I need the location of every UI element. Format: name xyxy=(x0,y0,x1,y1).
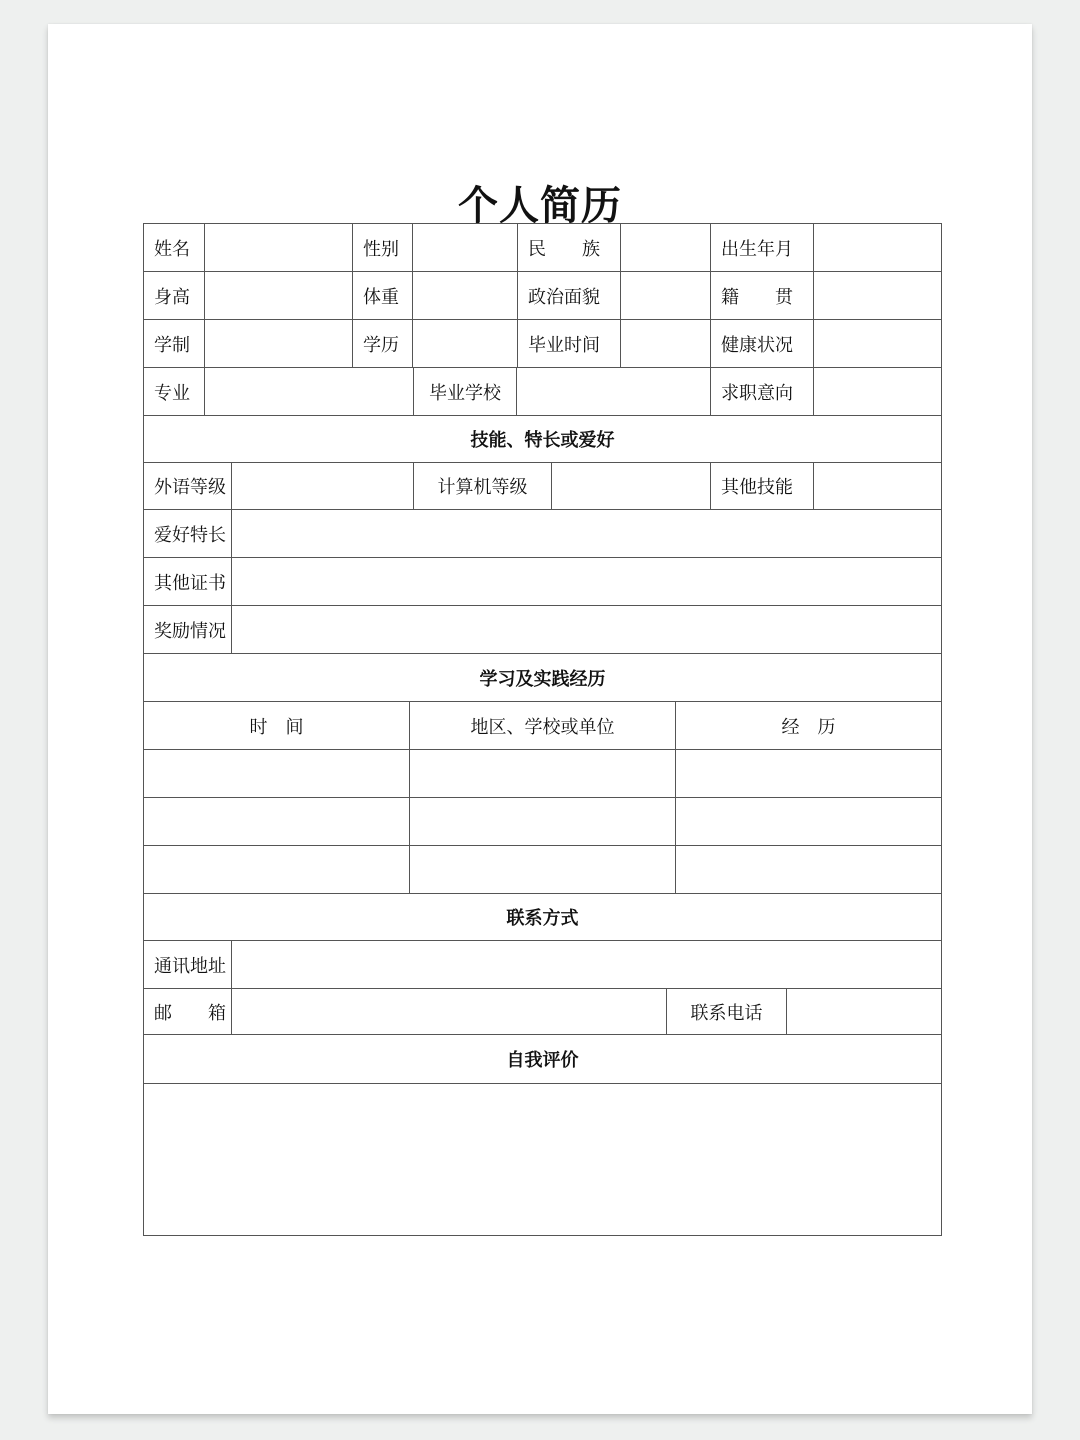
field-graduation-time[interactable] xyxy=(620,319,711,368)
field-other-skills[interactable] xyxy=(813,462,942,510)
label-weight: 体重 xyxy=(352,271,413,320)
experience-cell[interactable] xyxy=(675,749,942,798)
label-phone: 联系电话 xyxy=(666,988,787,1035)
field-political[interactable] xyxy=(620,271,711,320)
label-awards: 奖励情况 xyxy=(143,605,232,654)
label-education: 学历 xyxy=(352,319,413,368)
label-email: 邮 箱 xyxy=(143,988,232,1035)
label-school: 毕业学校 xyxy=(413,367,517,416)
experience-cell[interactable] xyxy=(409,797,676,846)
section-header-experience: 学习及实践经历 xyxy=(143,653,942,702)
field-computer-level[interactable] xyxy=(551,462,711,510)
field-weight[interactable] xyxy=(412,271,518,320)
field-major[interactable] xyxy=(204,367,414,416)
label-other-skills: 其他技能 xyxy=(710,462,814,510)
label-hobbies: 爱好特长 xyxy=(143,509,232,558)
experience-cell[interactable] xyxy=(143,749,410,798)
field-name[interactable] xyxy=(204,223,353,272)
label-ethnicity: 民 族 xyxy=(517,223,621,272)
label-certificates: 其他证书 xyxy=(143,557,232,606)
label-job-intent: 求职意向 xyxy=(710,367,814,416)
label-computer-level: 计算机等级 xyxy=(413,462,552,510)
field-gender[interactable] xyxy=(412,223,518,272)
field-health[interactable] xyxy=(813,319,942,368)
field-awards[interactable] xyxy=(231,605,942,654)
label-language-level: 外语等级 xyxy=(143,462,232,510)
experience-cell[interactable] xyxy=(409,845,676,894)
field-schooling[interactable] xyxy=(204,319,353,368)
field-email[interactable] xyxy=(231,988,667,1035)
section-header-self-evaluation: 自我评价 xyxy=(143,1034,942,1084)
field-address[interactable] xyxy=(231,940,942,989)
label-health: 健康状况 xyxy=(710,319,814,368)
field-self-evaluation[interactable] xyxy=(143,1083,942,1236)
experience-cell[interactable] xyxy=(675,845,942,894)
label-schooling: 学制 xyxy=(143,319,205,368)
label-name: 姓名 xyxy=(143,223,205,272)
label-birth: 出生年月 xyxy=(710,223,814,272)
label-graduation-time: 毕业时间 xyxy=(517,319,621,368)
label-height: 身高 xyxy=(143,271,205,320)
field-job-intent[interactable] xyxy=(813,367,942,416)
column-header-experience: 经 历 xyxy=(675,701,942,750)
resume-page xyxy=(48,24,1032,1414)
field-education[interactable] xyxy=(412,319,518,368)
experience-cell[interactable] xyxy=(143,845,410,894)
field-birth[interactable] xyxy=(813,223,942,272)
page-title: 个人简历 xyxy=(458,183,622,229)
field-native-place[interactable] xyxy=(813,271,942,320)
field-ethnicity[interactable] xyxy=(620,223,711,272)
column-header-place: 地区、学校或单位 xyxy=(409,701,676,750)
section-header-skills: 技能、特长或爱好 xyxy=(143,415,942,463)
experience-cell[interactable] xyxy=(143,797,410,846)
field-certificates[interactable] xyxy=(231,557,942,606)
field-height[interactable] xyxy=(204,271,353,320)
field-phone[interactable] xyxy=(786,988,942,1035)
field-language-level[interactable] xyxy=(231,462,414,510)
section-header-contact: 联系方式 xyxy=(143,893,942,941)
label-address: 通讯地址 xyxy=(143,940,232,989)
field-school[interactable] xyxy=(516,367,711,416)
label-native-place: 籍 贯 xyxy=(710,271,814,320)
label-major: 专业 xyxy=(143,367,205,416)
experience-cell[interactable] xyxy=(675,797,942,846)
resume-form-table xyxy=(48,24,1032,1414)
column-header-time: 时 间 xyxy=(143,701,410,750)
label-gender: 性别 xyxy=(352,223,413,272)
experience-cell[interactable] xyxy=(409,749,676,798)
field-hobbies[interactable] xyxy=(231,509,942,558)
label-political: 政治面貌 xyxy=(517,271,621,320)
